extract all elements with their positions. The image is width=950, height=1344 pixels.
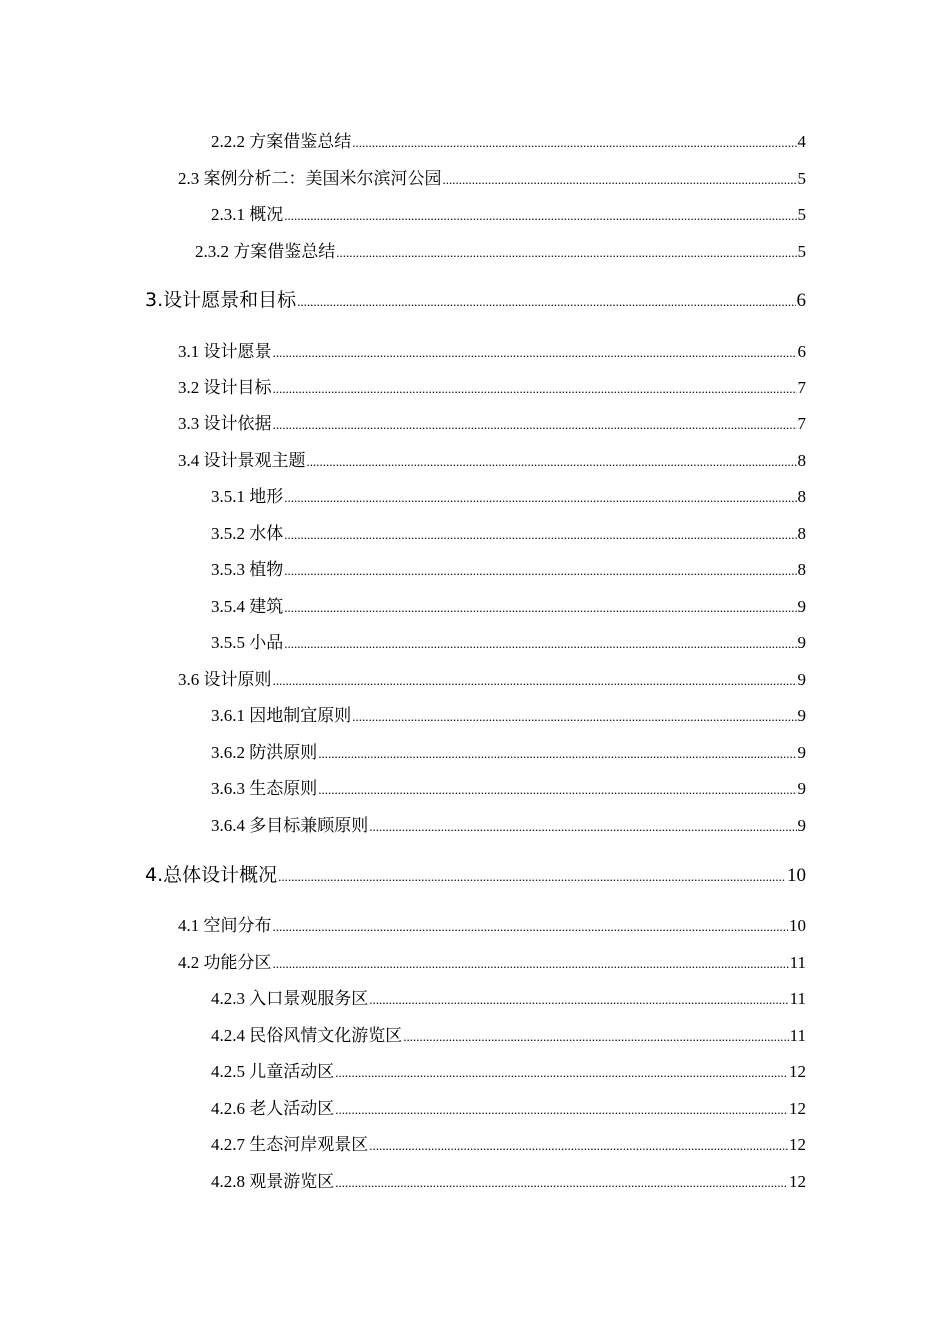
toc-entry-label: 3.6.3 生态原则: [211, 779, 318, 798]
toc-page-number: 5: [797, 242, 806, 261]
toc-page-number: 8: [797, 524, 806, 543]
toc-page-number: 7: [797, 378, 806, 397]
toc-entry-label: 2.3.2 方案借鉴总结: [195, 242, 336, 261]
toc-page-number: 5: [797, 169, 806, 188]
toc-entry[interactable]: [211, 774, 806, 799]
toc-entry[interactable]: [211, 1167, 806, 1192]
toc-page-number: 9: [797, 743, 806, 762]
toc-leader-dots: [307, 454, 797, 470]
toc-entry[interactable]: [195, 237, 806, 262]
toc-chapter-entry[interactable]: [145, 285, 806, 312]
toc-leader-dots: [297, 294, 795, 310]
toc-page-number: 7: [797, 414, 806, 433]
toc-entry-label: 4.2.6 老人活动区: [211, 1099, 335, 1118]
toc-page-number: 9: [797, 633, 806, 652]
toc-entry-label: 4.2.3 入口景观服务区: [211, 989, 369, 1008]
toc-entry-label: 4.2.5 儿童活动区: [211, 1062, 335, 1081]
toc-entry[interactable]: [211, 738, 806, 763]
toc-leader-dots: [335, 1102, 788, 1118]
toc-entry[interactable]: [211, 1021, 806, 1046]
toc-entry-label: 2.3.1 概况: [211, 205, 284, 224]
toc-entry-label: 3.5.1 地形: [211, 487, 284, 506]
toc-entry[interactable]: [211, 811, 806, 836]
toc-entry[interactable]: [211, 628, 806, 653]
toc-page-number: 10: [787, 865, 806, 886]
toc-entry[interactable]: [211, 127, 806, 152]
toc-leader-dots: [284, 600, 796, 616]
toc-entry-label: 3.3 设计依据: [178, 414, 272, 433]
toc-entry-label: 3.6.4 多目标兼顾原则: [211, 816, 369, 835]
toc-page-number: 9: [797, 706, 806, 725]
toc-chapter-entry[interactable]: [145, 860, 806, 887]
toc-entry[interactable]: [211, 555, 806, 580]
toc-leader-dots: [369, 992, 788, 1008]
toc-entry-label: 3.5.4 建筑: [211, 597, 284, 616]
toc-leader-dots: [318, 782, 796, 798]
toc-entry-label: 3.5.3 植物: [211, 560, 284, 579]
toc-entry-label: 3.6.1 因地制宜原则: [211, 706, 352, 725]
toc-entry[interactable]: [178, 337, 806, 362]
toc-leader-dots: [273, 956, 789, 972]
toc-entry-label: 4.总体设计概况: [145, 864, 278, 886]
toc-leader-dots: [335, 1065, 788, 1081]
toc-leader-dots: [443, 172, 797, 188]
toc-leader-dots: [284, 490, 796, 506]
toc-leader-dots: [352, 709, 796, 725]
toc-page-number: 8: [797, 487, 806, 506]
toc-leader-dots: [273, 673, 797, 689]
toc-page-number: 6: [796, 290, 806, 311]
toc-leader-dots: [273, 919, 789, 935]
toc-leader-dots: [369, 819, 796, 835]
toc-entry-label: 3.4 设计景观主题: [178, 451, 306, 470]
toc-leader-dots: [284, 208, 796, 224]
toc-page-number: 10: [789, 916, 806, 935]
toc-leader-dots: [335, 1175, 788, 1191]
toc-leader-dots: [273, 345, 797, 361]
toc-entry[interactable]: [211, 1057, 806, 1082]
toc-entry[interactable]: [178, 446, 806, 471]
toc-entry-label: 4.2.8 观景游览区: [211, 1172, 335, 1191]
toc-leader-dots: [284, 636, 796, 652]
toc-page-number: 8: [797, 451, 806, 470]
toc-entry-label: 2.3 案例分析二：美国米尔滨河公园: [178, 169, 442, 188]
toc-entry[interactable]: [178, 911, 806, 936]
toc-leader-dots: [318, 746, 796, 762]
toc-leader-dots: [284, 563, 796, 579]
toc-entry-label: 2.2.2 方案借鉴总结: [211, 132, 352, 151]
toc-page-number: 11: [789, 953, 806, 972]
toc-leader-dots: [403, 1029, 788, 1045]
toc-page-number: 9: [797, 779, 806, 798]
toc-entry[interactable]: [211, 1130, 806, 1155]
toc-page-number: 11: [789, 1026, 806, 1045]
toc-page-number: 9: [797, 670, 806, 689]
toc-leader-dots: [369, 1138, 788, 1154]
toc-entry[interactable]: [211, 592, 806, 617]
toc-entry[interactable]: [211, 482, 806, 507]
toc-entry[interactable]: [178, 948, 806, 973]
toc-entry-label: 3.6 设计原则: [178, 670, 272, 689]
toc-entry-label: 3.5.5 小品: [211, 633, 284, 652]
toc-entry[interactable]: [211, 519, 806, 544]
toc-page-number: 9: [797, 816, 806, 835]
toc-entry-label: 4.2 功能分区: [178, 953, 272, 972]
toc-entry[interactable]: [211, 200, 806, 225]
toc-entry[interactable]: [178, 409, 806, 434]
toc-page-number: 8: [797, 560, 806, 579]
toc-page-number: 5: [797, 205, 806, 224]
toc-entry-label: 4.1 空间分布: [178, 916, 272, 935]
toc-entry-label: 3.2 设计目标: [178, 378, 272, 397]
toc-page-number: 11: [789, 989, 806, 1008]
toc-entry[interactable]: [211, 984, 806, 1009]
toc-entry[interactable]: [211, 701, 806, 726]
toc-page-number: 12: [789, 1062, 806, 1081]
toc-leader-dots: [273, 417, 797, 433]
toc-leader-dots: [352, 135, 796, 151]
toc-leader-dots: [284, 527, 796, 543]
toc-page-number: 9: [797, 597, 806, 616]
toc-entry-label: 4.2.7 生态河岸观景区: [211, 1135, 369, 1154]
toc-leader-dots: [273, 381, 797, 397]
toc-entry[interactable]: [178, 373, 806, 398]
toc-page-number: 12: [789, 1135, 806, 1154]
toc-entry-label: 3.设计愿景和目标: [145, 289, 297, 311]
toc-entry-label: 3.5.2 水体: [211, 524, 284, 543]
toc-entry[interactable]: [178, 164, 806, 189]
toc-entry[interactable]: [178, 665, 806, 690]
toc-page-number: 4: [797, 132, 806, 151]
toc-page-number: 12: [789, 1099, 806, 1118]
toc-page-number: 6: [797, 342, 806, 361]
toc-entry-label: 3.1 设计愿景: [178, 342, 272, 361]
toc-page-number: 12: [789, 1172, 806, 1191]
toc-entry-label: 4.2.4 民俗风情文化游览区: [211, 1026, 403, 1045]
toc-leader-dots: [278, 869, 786, 885]
toc-entry[interactable]: [211, 1094, 806, 1119]
toc-leader-dots: [336, 245, 796, 261]
toc-entry-label: 3.6.2 防洪原则: [211, 743, 318, 762]
